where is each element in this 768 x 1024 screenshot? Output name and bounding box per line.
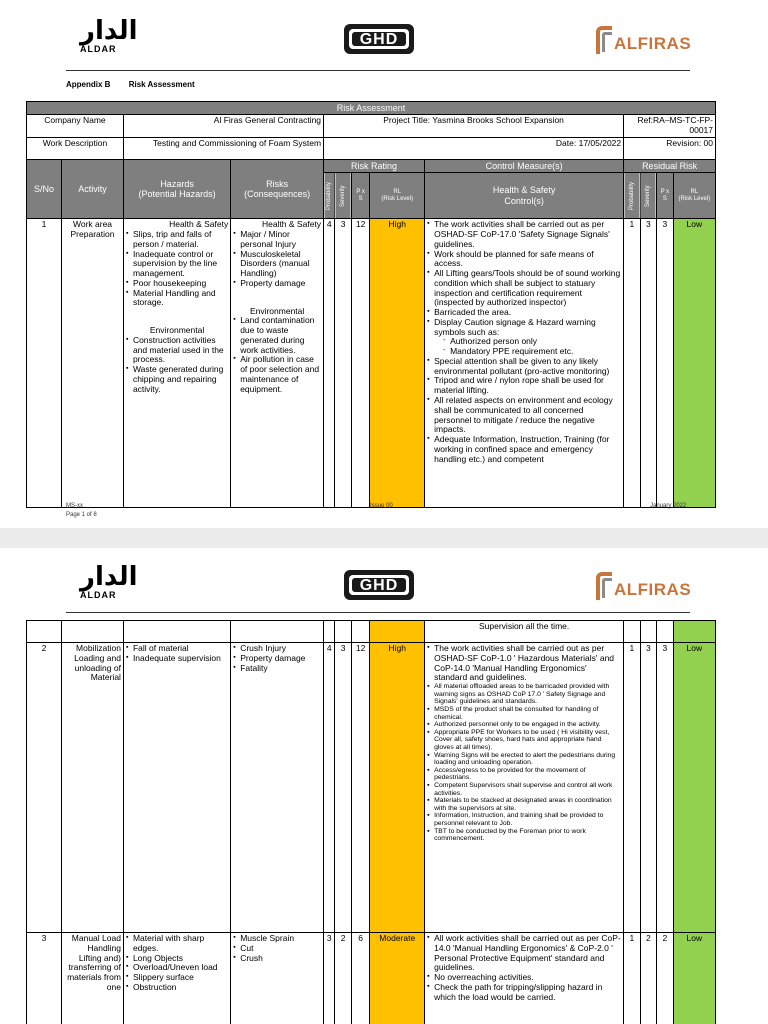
table-row: [27, 933, 716, 1024]
list-item: ▪ Obstruction: [126, 983, 228, 993]
company-value: Al Firas General Contracting: [123, 115, 323, 138]
list-item: ▪ Special attention shall be given to any likely environmental pollutant (pro-active monitoring): [427, 357, 621, 377]
col-hazards: Hazards (Potential Hazards): [123, 159, 230, 218]
ghd-logo: [344, 24, 414, 54]
list-item: ▪ Work should be planned for safe means of access.: [427, 250, 621, 270]
row1-risk-level: High: [370, 219, 425, 508]
list-item: ▪ Slips, trip and falls of person / material.: [126, 230, 228, 250]
risk-assessment-table-continued: [26, 620, 716, 1024]
list-item: ▪ Land contamination due to waste generated during work activities.: [233, 316, 321, 355]
footer-date: January 2022: [650, 503, 687, 509]
list-item: ▪ Air pollution in case of poor selection and maintenance of equipment.: [233, 355, 321, 394]
row2-res-probability: 1: [624, 643, 641, 933]
appendix-title: Risk Assessment: [128, 80, 195, 89]
list-item: ▪ Check the path for tripping/slipping hazard in which the load would be carried.: [427, 983, 621, 1003]
alfiras-wordmark: ALFIRAS: [614, 34, 692, 53]
list-item: ▪ Access/egress to be provided for the movement of pedestrians.: [427, 767, 621, 782]
footer-page-number: Page 1 of 8: [66, 512, 97, 518]
row2-hazards: [123, 643, 230, 933]
list-item: ▪ Fall of material: [126, 644, 228, 654]
row1-pxs: 12: [351, 219, 370, 508]
list-item: ▪ All related aspects on environment and ecology shall be communicated to all concerned personnel to mitigate / reduce the negative impacts.: [427, 396, 621, 435]
revision-field: Revision: 00: [624, 137, 716, 159]
list-item: ▪ Material Handling and storage.: [126, 289, 228, 309]
row3-res-pxs: 2: [657, 933, 674, 1024]
list-item: ▪ Property damage: [233, 654, 321, 664]
continued-control-text: Supervision all the time.: [425, 621, 624, 643]
table-banner: Risk Assessment: [27, 102, 716, 115]
row2-probability: 4: [324, 643, 335, 933]
list-item: - Authorized person only: [443, 337, 621, 347]
page-2: [0, 548, 768, 1024]
table-row: [27, 219, 716, 508]
row1-hazards: Health & Safety ▪ Slips, trip and falls of person / material. ▪ Inadequate control or supervision by the line management. ▪ Poor housekeeping ▪ Material Handling and storage. Environmental ▪ Construction activities and material used in the process. ▪ Waste generated during chipping and repairing activity.: [123, 219, 230, 508]
list-item: ▪ Crush Injury: [233, 644, 321, 654]
ghd-wordmark: GHD: [352, 578, 406, 592]
footer-doc-code: MS-xx: [66, 503, 83, 509]
list-item: ▪ Waste generated during chipping and repairing activity.: [126, 365, 228, 394]
residual-risk-header: Residual Risk: [624, 159, 716, 172]
list-item: ▪ Appropriate PPE for Workers to be used ( Hi visibility vest, Cover all, safety shoes, hard hats and appropriate hand gloves at all times).: [427, 729, 621, 752]
aldar-arabic-glyph: الدار: [80, 16, 138, 46]
list-item: ▪ Material with sharp edges.: [126, 934, 228, 954]
appendix-heading: [66, 80, 211, 89]
col-severity: Severity: [335, 173, 352, 219]
row1-probability: 4: [324, 219, 335, 508]
col-pxs: P x S: [351, 173, 370, 219]
col-res-severity: Severity: [640, 173, 657, 219]
list-item: ▪ Inadequate control or supervision by the line management.: [126, 250, 228, 279]
list-item: ▪ Musculoskeletal Disorders (manual Handling): [233, 250, 321, 279]
list-item: ▪ Poor housekeeping: [126, 279, 228, 289]
row2-risk-level: High: [370, 643, 425, 933]
col-activity: Activity: [62, 159, 124, 218]
row2-controls: [425, 643, 624, 933]
row3-res-probability: 1: [624, 933, 641, 1024]
row3-sno: 3: [27, 933, 62, 1024]
header-divider: [66, 70, 690, 71]
row3-probability: 3: [324, 933, 335, 1024]
row1-res-pxs: 3: [657, 219, 674, 508]
col-res-rl: RL (Risk Level): [673, 173, 715, 219]
aldar-arabic-glyph: الدار: [80, 562, 138, 592]
row1-controls: [425, 219, 624, 508]
col-rl: RL (Risk Level): [370, 173, 425, 219]
row3-severity: 2: [335, 933, 352, 1024]
logo-bar: [66, 556, 690, 626]
ghd-logo: [344, 570, 414, 600]
list-item: ▪ Materials to be stacked at designated areas in coordination with the supervisors at site.: [427, 797, 621, 812]
aldar-wordmark: ALDAR: [80, 590, 117, 600]
aldar-logo: [80, 562, 138, 604]
work-description-value: Testing and Commissioning of Foam System: [123, 137, 323, 159]
row3-controls: [425, 933, 624, 1024]
table-row: [27, 643, 716, 933]
row3-res-risk-level: Low: [673, 933, 715, 1024]
row1-res-severity: 3: [640, 219, 657, 508]
row1-activity: Work area Preparation: [62, 219, 124, 508]
list-item: ▪ Long Objects: [126, 954, 228, 964]
list-item: ▪ Adequate Information, Instruction, Training (for working in confined space and emergency handling etc.) and competent: [427, 435, 621, 464]
footer-issue: Issue 00: [370, 503, 393, 509]
list-item: ▪ No overreaching activities.: [427, 973, 621, 983]
list-item: - Mandatory PPE requirement etc.: [443, 347, 621, 357]
list-item: ▪ Competent Supervisors shall supervise and control all work activities.: [427, 782, 621, 797]
row2-res-risk-level: Low: [673, 643, 715, 933]
aldar-logo: [80, 16, 138, 58]
list-item: ▪ All Lifting gears/Tools should be of sound working condition which shall be subject to statuary inspection and certification requirement (inspected by authorized inspector): [427, 269, 621, 308]
page-gap: [0, 528, 768, 548]
list-item: ▪ Overload/Uneven load: [126, 963, 228, 973]
list-item: ▪ Authorized personnel only to be engaged in the activity.: [427, 721, 621, 729]
row2-res-pxs: 3: [657, 643, 674, 933]
alfiras-logo: [596, 572, 690, 608]
row1-res-risk-level: Low: [673, 219, 715, 508]
row3-risks: [231, 933, 324, 1024]
work-description-label: Work Description: [27, 137, 124, 159]
list-item: ▪ All material offloaded areas to be barricaded provided with warning signs as OSHAD CoP 17.0 ' Safety Signage and Signals' guidelines and standards.: [427, 683, 621, 706]
list-item: ▪ Major / Minor personal Injury: [233, 230, 321, 250]
list-item: ▪ Muscle Sprain: [233, 934, 321, 944]
company-label: Company Name: [27, 115, 124, 138]
list-item: ▪ Crush: [233, 954, 321, 964]
table-row: [27, 621, 716, 643]
list-item: ▪ Slippery surface: [126, 973, 228, 983]
row2-res-severity: 3: [640, 643, 657, 933]
list-item: ▪ TBT to be conducted by the Foreman prior to work commencement.: [427, 828, 621, 843]
col-risks: Risks (Consequences): [231, 159, 324, 218]
list-item: ▪ All work activities shall be carried out as per CoP-14.0 'Manual Handling Ergonomics' & CoP-2.0 ' Personal Protective Equipment' standard and guidelines.: [427, 934, 621, 973]
ghd-wordmark: GHD: [352, 32, 406, 46]
row2-activity: Mobilization Loading and unloading of Material: [62, 643, 124, 933]
row3-hazards: [123, 933, 230, 1024]
list-item: ▪ The work activities shall be carried out as per OSHAD-SF CoP-17.0 'Safety Signage Signals' guidelines.: [427, 220, 621, 249]
col-sno: S/No: [27, 159, 62, 218]
list-item: ▪ Display Caution signage & Hazard warning symbols such as:: [427, 318, 621, 338]
control-measures-header: Control Measure(s): [425, 159, 624, 172]
row1-sno: 1: [27, 219, 62, 508]
row3-pxs: 6: [351, 933, 370, 1024]
list-item: ▪ Fatality: [233, 664, 321, 674]
alfiras-logo: [596, 26, 690, 62]
risk-assessment-table: [26, 101, 716, 508]
row1-risks: Health & Safety ▪ Major / Minor personal Injury ▪ Musculoskeletal Disorders (manual Handling) ▪ Property damage Environmental ▪ Land contamination due to waste generated during work activities. ▪ Air pollution in case of poor selection and maintenance of equipment.: [231, 219, 324, 508]
list-item: ▪ Property damage: [233, 279, 321, 289]
list-item: ▪ Information, Instruction, and training shall be provided to personnel relevant to Job.: [427, 812, 621, 827]
row1-res-probability: 1: [624, 219, 641, 508]
col-res-pxs: P x S: [657, 173, 674, 219]
col-probability: Probability: [324, 173, 335, 219]
date-field: Date: 17/05/2022: [324, 137, 624, 159]
row1-severity: 3: [335, 219, 352, 508]
list-item: ▪ Warning Signs will be erected to alert the pedestrians during loading and unloading operation.: [427, 752, 621, 767]
row3-res-severity: 2: [640, 933, 657, 1024]
row3-risk-level: Moderate: [370, 933, 425, 1024]
list-item: ▪ Cut: [233, 944, 321, 954]
appendix-label: Appendix B: [66, 80, 111, 89]
col-res-probability: Probability: [624, 173, 641, 219]
aldar-wordmark: ALDAR: [80, 44, 117, 54]
project-title: Project Title: Yasmina Brooks School Expansion: [324, 115, 624, 138]
list-item: ▪ Construction activities and material used in the process.: [126, 336, 228, 365]
row2-pxs: 12: [351, 643, 370, 933]
row2-severity: 3: [335, 643, 352, 933]
list-item: ▪ The work activities shall be carried out as per OSHAD-SF CoP-1.0 ' Hazardous Materials' and CoP-14.0 'Manual Handling Ergonomics' standard and guidelines.: [427, 644, 621, 683]
list-item: ▪ Tripod and wire / nylon rope shall be used for material lifting.: [427, 376, 621, 396]
risk-rating-header: Risk Rating: [324, 159, 425, 172]
alfiras-wordmark: ALFIRAS: [614, 580, 692, 599]
header-divider: [66, 612, 690, 613]
row2-risks: [231, 643, 324, 933]
reference-number: Ref:RA–MS-TC-FP-00017: [624, 115, 716, 138]
list-item: ▪ MSDS of the product shall be consulted for handling of chemical.: [427, 706, 621, 721]
list-item: ▪ Inadequate supervision: [126, 654, 228, 664]
col-hs-controls: Health & Safety Control(s): [425, 173, 624, 219]
row3-activity: Manual Load Handling Lifting and) transferring of materials from one: [62, 933, 124, 1024]
list-item: ▪ Barricaded the area.: [427, 308, 621, 318]
row2-sno: 2: [27, 643, 62, 933]
